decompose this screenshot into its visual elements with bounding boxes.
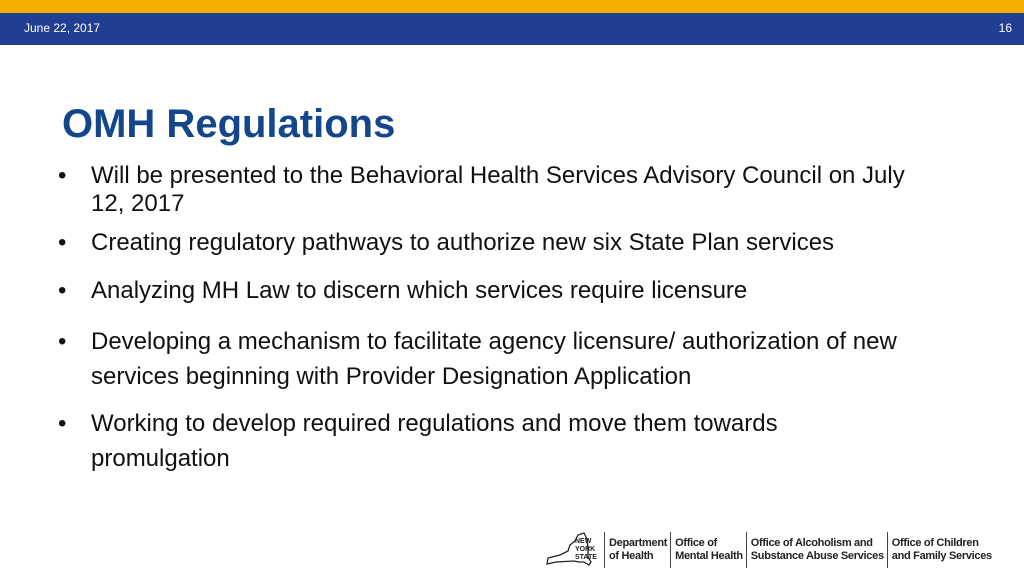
slide-title: OMH Regulations	[62, 102, 396, 146]
new-york-state-map-icon	[544, 531, 602, 569]
agency-line: of Health	[609, 550, 654, 562]
agency-line: Mental Health	[675, 550, 743, 562]
bullet-icon: •	[58, 410, 67, 437]
agency-line: Office of	[675, 537, 718, 549]
agency-line: and Family Services	[891, 550, 992, 562]
bullet-item	[56, 324, 976, 394]
bullet-text: Creating regulatory pathways to authorize new six State Plan services	[91, 229, 835, 256]
logo-text: NEW	[575, 538, 592, 545]
logo-text: YORK	[575, 546, 596, 553]
agency-oasas	[746, 532, 887, 568]
page-number: 16	[998, 21, 1012, 35]
bullet-text: 12, 2017	[91, 190, 185, 217]
agency-line: Office of Children	[891, 537, 979, 549]
agency-office-of-mental-health	[670, 532, 746, 568]
header-gold-stripe	[0, 0, 1024, 13]
bullet-item	[56, 162, 976, 218]
bullet-item	[56, 276, 976, 306]
bullet-icon: •	[58, 229, 67, 256]
bullet-text: promulgation	[91, 445, 230, 472]
agency-ocfs	[887, 532, 995, 568]
slide-date: June 22, 2017	[24, 21, 101, 35]
agency-line: Department	[609, 537, 668, 549]
logo-text: STATE	[575, 554, 597, 561]
bullet-item	[56, 406, 976, 476]
bullet-icon: •	[58, 277, 67, 304]
bullet-text: Developing a mechanism to facilitate agency licensure/ authorization of new	[91, 328, 897, 355]
agency-line: Office of Alcoholism and	[750, 537, 873, 549]
bullet-icon: •	[58, 162, 67, 189]
agency-footer	[544, 531, 995, 569]
bullet-text: Working to develop required regulations and move them towards	[91, 410, 778, 437]
bullet-text: Will be presented to the Behavioral Health Services Advisory Council on July	[91, 162, 905, 189]
bullet-icon: •	[58, 328, 67, 355]
bullet-text: services beginning with Provider Designation Application	[91, 363, 692, 390]
bullet-list	[56, 162, 976, 476]
agency-line: Substance Abuse Services	[750, 550, 884, 562]
agency-department-of-health	[604, 532, 670, 568]
nys-logo	[544, 531, 602, 569]
bullet-item	[56, 228, 976, 258]
bullet-text: Analyzing MH Law to discern which services require licensure	[91, 277, 748, 304]
header-bar	[0, 13, 1024, 45]
